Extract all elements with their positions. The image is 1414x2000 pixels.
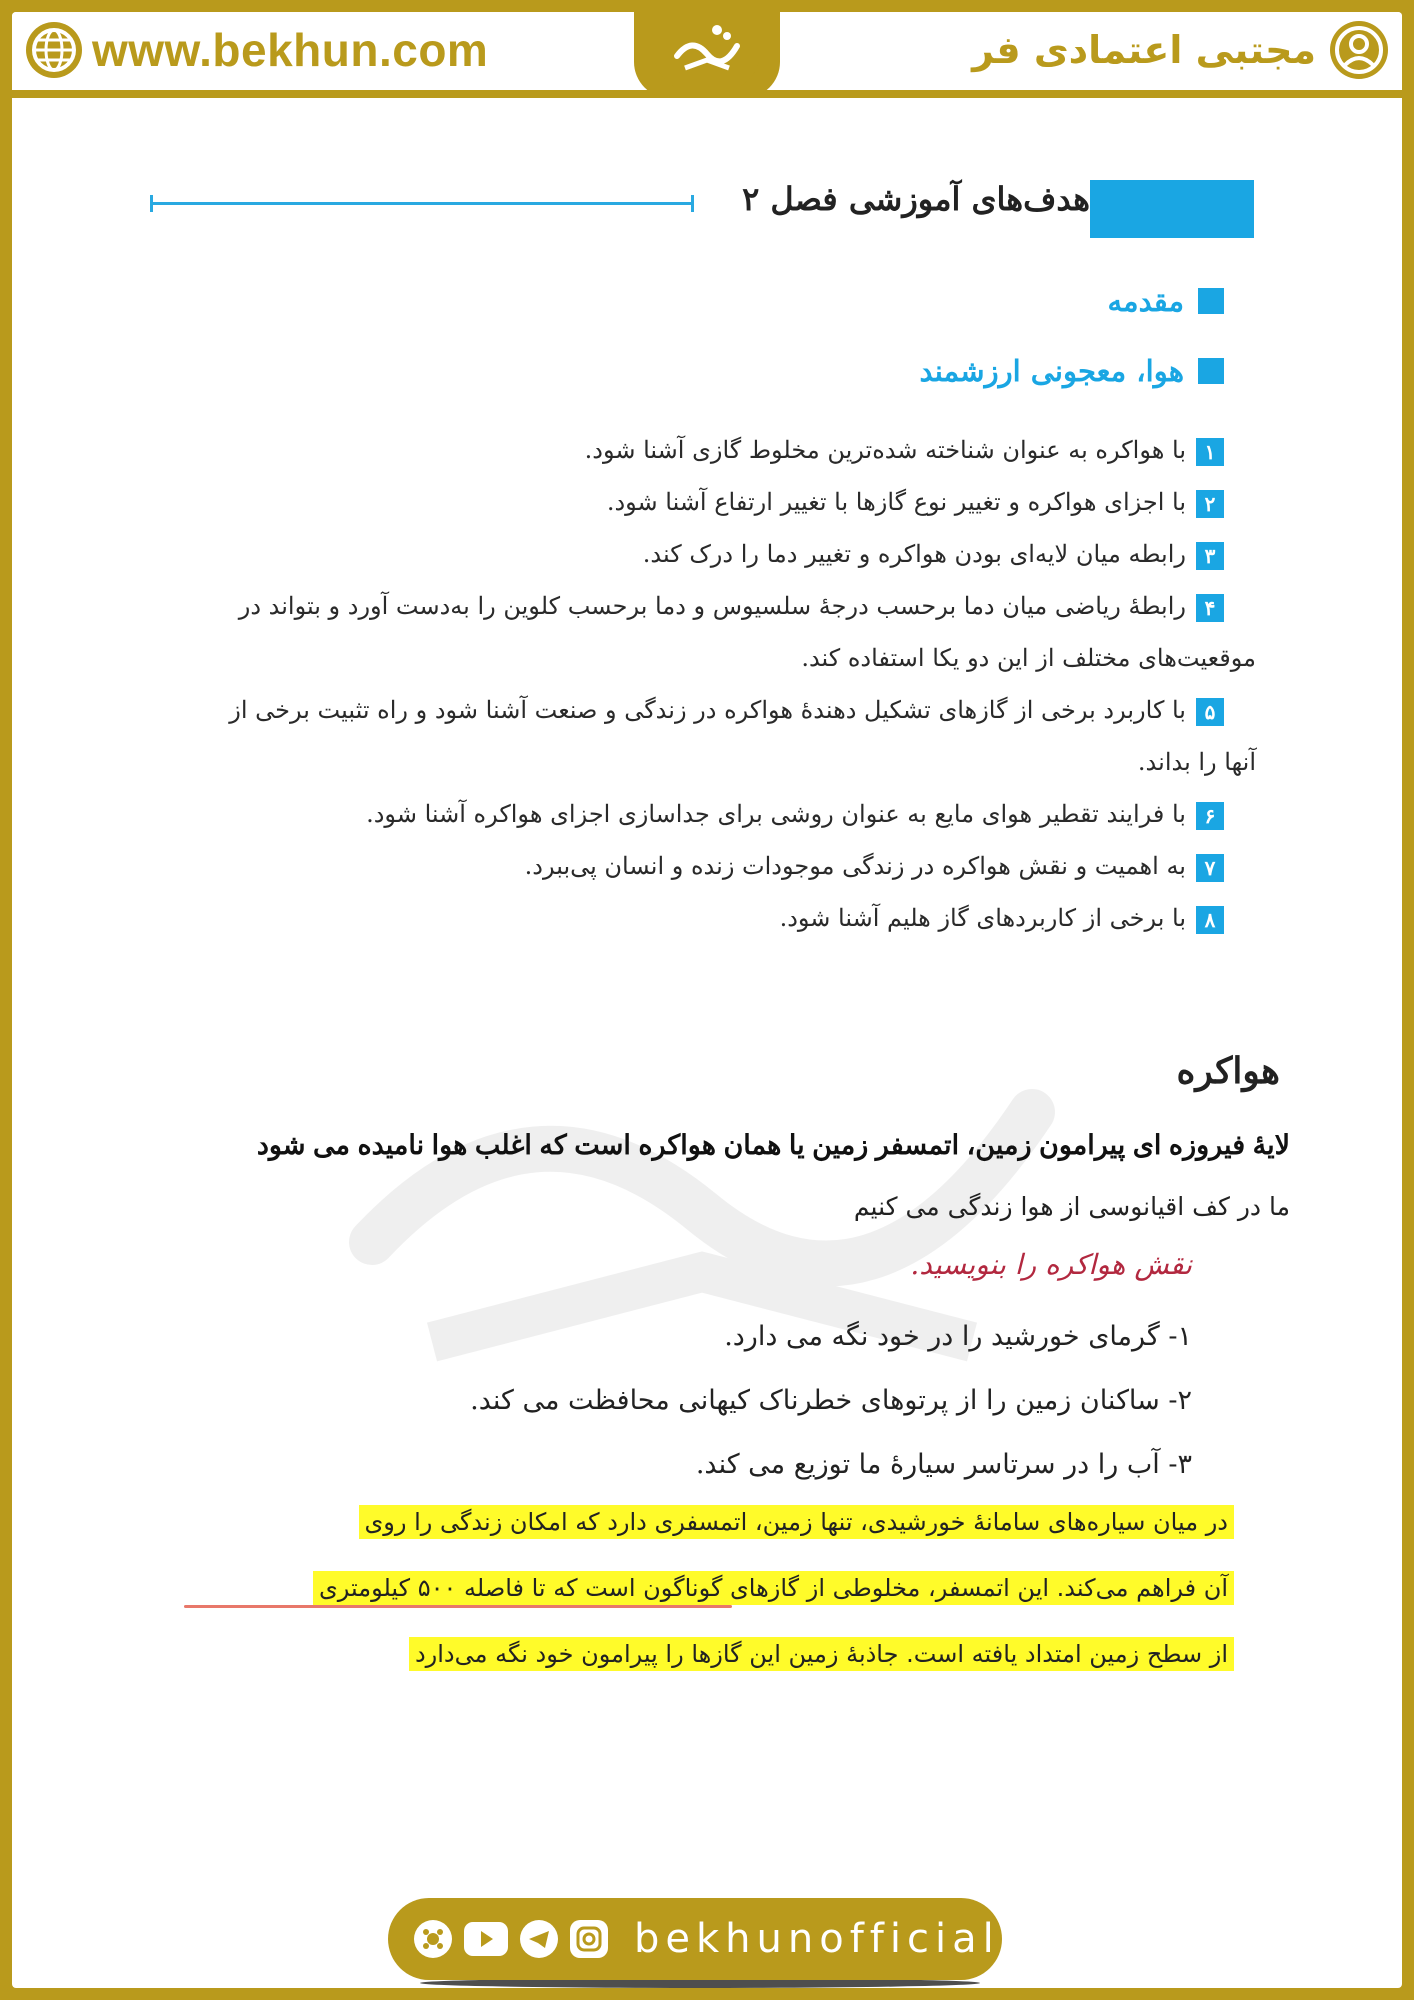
page-frame [12, 12, 1402, 1988]
section-marker-icon [1198, 288, 1224, 314]
youtube-icon[interactable] [464, 1922, 508, 1956]
website-link[interactable] [26, 20, 488, 80]
author-text: مجتبی اعتمادی فر [972, 28, 1316, 72]
goal-item-continued: آنها را بداند. [1137, 748, 1256, 776]
role-item: ۳- آب را در سرتاسر سیارۀ ما توزیع می کند. [695, 1449, 1192, 1480]
goal-item: ۶با فرایند تقطیر هوای مایع به عنوان روشی برای جداسازی اجزای هواکره آشنا شود. [136, 788, 1224, 840]
goal-item: ۵با کاربرد برخی از گازهای تشکیل دهندهٔ هواکره در زندگی و صنعت آشنا شود و راه تثبیت برخی از [136, 684, 1224, 736]
instagram-icon[interactable] [570, 1920, 608, 1958]
role-item: ۲- ساکنان زمین را از پرتوهای خطرناک کیهانی محافظت می کند. [470, 1385, 1192, 1416]
logo [634, 12, 780, 98]
header-bar [12, 12, 1402, 98]
roles-list [470, 1310, 1192, 1502]
highlighted-line: آن فراهم می‌کند. این اتمسفر، مخلوطی از گازهای گوناگون است که تا فاصله ۵۰۰ کیلومتری [174, 1568, 1234, 1634]
role-item: ۱- گرمای خورشید را در خود نگه می دارد. [724, 1321, 1192, 1352]
highlighted-line: در میان سیاره‌های سامانۀ خورشیدی، تنها زمین، اتمسفری دارد که امکان زندگی را روی [174, 1502, 1234, 1568]
highlighted-paragraph [174, 1502, 1234, 1700]
section-marker-icon [1198, 358, 1224, 384]
aparat-icon[interactable] [414, 1920, 452, 1958]
section-intro: مقدمه [1107, 284, 1224, 318]
title-color-block [1090, 180, 1254, 238]
goal-item: ۱با هواکره به عنوان شناخته شده‌ترین مخلوط گازی آشنا شود. [136, 424, 1224, 476]
goal-item-continued: موقعیت‌های مختلف از این دو یکا استفاده کند. [801, 644, 1256, 672]
section-air: هوا، معجونی ارزشمند [920, 354, 1224, 388]
social-handle[interactable]: bekhunofficial [634, 1916, 1000, 1962]
goal-item: ۸با برخی از کاربردهای گاز هلیم آشنا شود. [136, 892, 1224, 944]
goal-item: ۳رابطه میان لایه‌ای بودن هواکره و تغییر دما را درک کند. [136, 528, 1224, 580]
air-heading: هواکره [1176, 1050, 1280, 1092]
lead-sentence-2: ما در کف اقیانوسی از هوا زندگی می کنیم [853, 1192, 1290, 1221]
globe-icon [26, 22, 82, 78]
goal-item: ۷به اهمیت و نقش هواکره در زندگی موجودات زنده و انسان پی‌ببرد. [136, 840, 1224, 892]
lead-sentence: لایۀ فیروزه ای پیرامون زمین، اتمسفر زمین یا همان هواکره است که اغلب هوا نامیده می شود [256, 1130, 1290, 1160]
question-prompt: نقش هواکره را بنویسید. [910, 1248, 1192, 1281]
goal-item: ۴رابطهٔ ریاضی میان دما برحسب درجهٔ سلسیوس و دما برحسب کلوین را به‌دست آورد و بتواند در [136, 580, 1224, 632]
red-underline [184, 1605, 732, 1608]
title-divider [150, 202, 694, 205]
user-icon [1330, 21, 1388, 79]
website-text: www.bekhun.com [92, 24, 489, 76]
social-footer [388, 1898, 1002, 1980]
telegram-icon[interactable] [520, 1920, 558, 1958]
author-name [972, 20, 1388, 80]
goal-item: ۲با اجزای هواکره و تغییر نوع گازها با تغییر ارتفاع آشنا شود. [136, 476, 1224, 528]
highlighted-line: از سطح زمین امتداد یافته است. جاذبۀ زمین این گازها را پیرامون خود نگه می‌دارد [174, 1634, 1234, 1700]
chapter-title: هدف‌های آموزشی فصل ۲ [742, 180, 1090, 218]
goals-list [136, 424, 1256, 944]
